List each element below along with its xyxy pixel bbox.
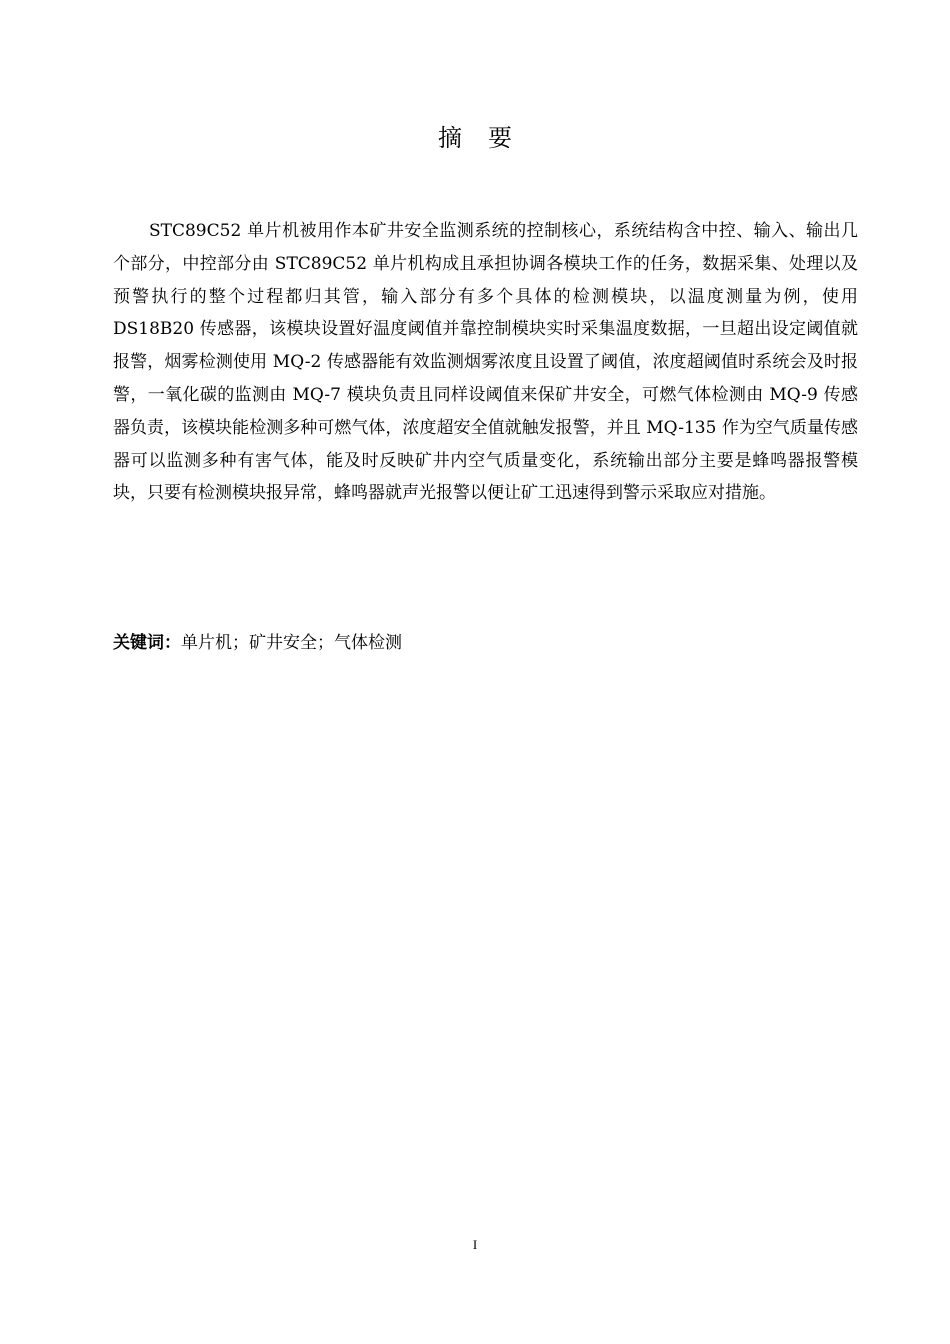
keywords-list: 单片机；矿井安全；气体检测 [181,633,402,653]
keywords-label: 关键词： [113,633,181,653]
title-char-1: 摘 [438,124,462,152]
page-title [0,121,950,155]
abstract-paragraph: STC89C52 单片机被用作本矿井安全监测系统的控制核心，系统结构含中控、输入、输出几个部分，中控部分由 STC89C52 单片机构成且承担协调各模块工作的任务，数据采集、处理以及预警执行的整个过程都归其管，输入部分有多个具体的检测模块，以温度测量为例，使用 DS18B20 传感器，该模块设置好温度阈值并靠控制模块实时采集温度数据，一旦超出设定阈值就报警，烟雾检测使用 MQ-2 传感器能有效监测烟雾浓度且设置了阈值，浓度超阈值时系统会及时报警，一氧化碳的监测由 MQ-7 模块负责且同样设阈值来保矿井安全，可燃气体检测由 MQ-9 传感器负责，该模块能检测多种可燃气体，浓度超安全值就触发报警，并且 MQ-135 作为空气质量传感器可以监测多种有害气体，能及时反映矿井内空气质量变化，系统输出部分主要是蜂鸣器报警模块，只要有检测模块报异常，蜂鸣器就声光报警以便让矿工迅速得到警示采取应对措施。 [113,221,858,504]
page-number: I [472,1237,478,1252]
title-char-2: 要 [488,124,512,152]
keywords-line [113,627,858,659]
